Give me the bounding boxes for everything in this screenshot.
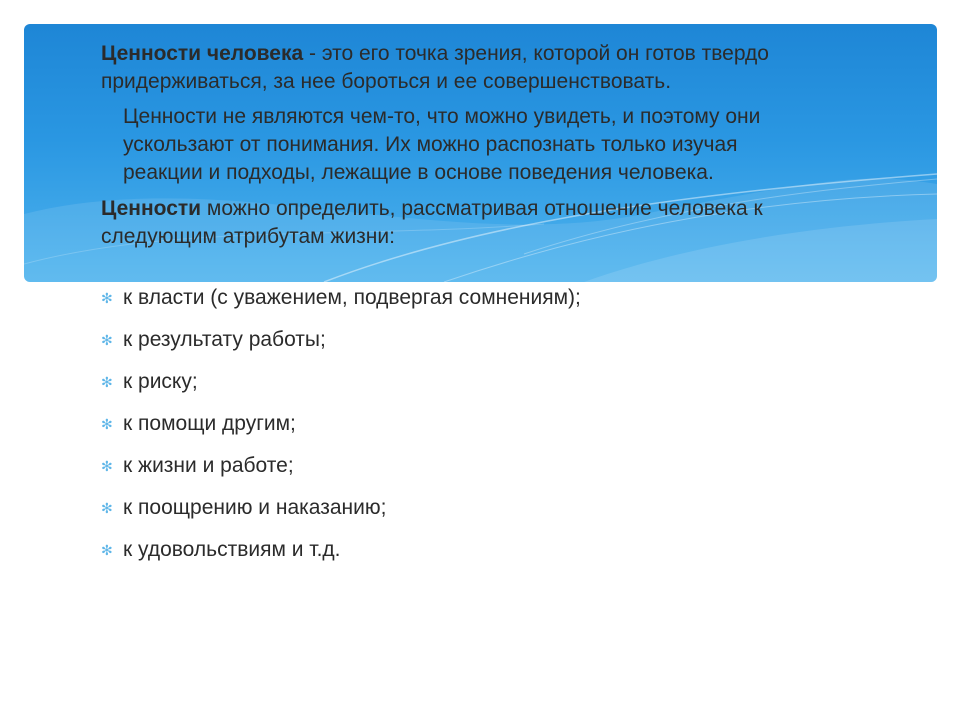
bullet-icon: ✻ [101,332,113,348]
list-item-text: к помощи другим; [123,412,296,435]
text-block [101,40,881,251]
list-item [101,410,581,452]
list-item [101,368,581,410]
attributes-list [101,284,581,578]
values-definition [101,40,881,96]
list-item-text: к поощрению и наказанию; [123,496,387,519]
list-item [101,326,581,368]
list-item [101,284,581,326]
values-attributes-intro-line1: можно определить, рассматривая отношение человека к [201,197,763,220]
values-explanation-line2: ускользают от понимания. Их можно распознать только изучая [123,133,738,156]
list-item [101,536,581,578]
values-term: Ценности человека [101,42,304,65]
values-definition-line2: придерживаться, за нее бороться и ее совершенствовать. [101,70,672,93]
values-explanation-line1: Ценности не являются чем-то, что можно увидеть, и поэтому они [123,105,761,128]
values-explanation-line3: реакции и подходы, лежащие в основе поведения человека. [123,161,714,184]
values-definition-line1: - это его точка зрения, которой он готов твердо [303,42,769,65]
bullet-icon: ✻ [101,458,113,474]
list-item-text: к риску; [123,370,198,393]
values-term-2: Ценности [101,197,202,220]
values-attributes-intro [101,195,881,251]
bullet-icon: ✻ [101,374,113,390]
values-attributes-intro-line2: следующим атрибутам жизни: [101,225,395,248]
list-item [101,452,581,494]
bullet-icon: ✻ [101,542,113,558]
list-item-text: к результату работы; [123,328,326,351]
list-item-text: к жизни и работе; [123,454,294,477]
bullet-icon: ✻ [101,290,113,306]
bullet-icon: ✻ [101,416,113,432]
list-item-text: к удовольствиям и т.д. [123,538,341,561]
list-item [101,494,581,536]
list-item-text: к власти (с уважением, подвергая сомнениям); [123,286,581,309]
bullet-icon: ✻ [101,500,113,516]
values-explanation [123,103,881,187]
